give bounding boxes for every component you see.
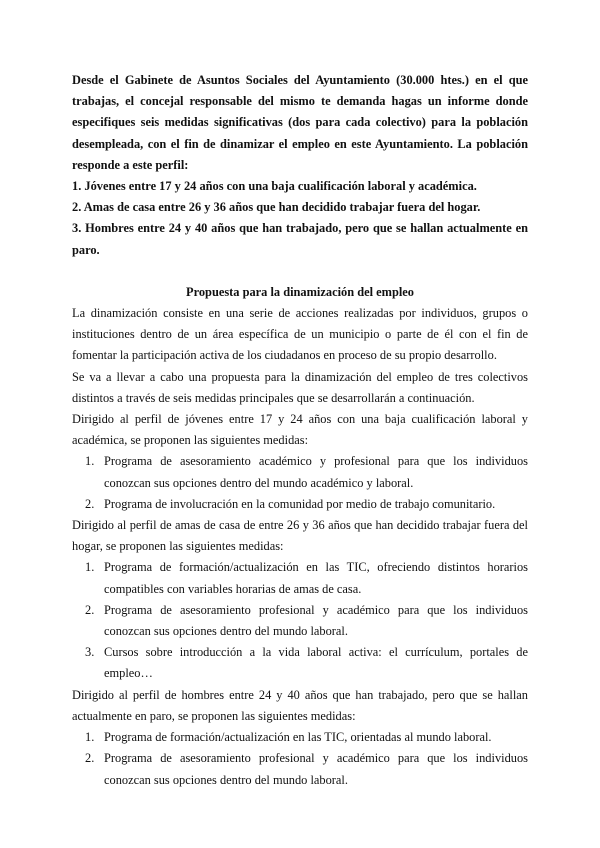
list-item xyxy=(72,600,528,642)
assignment-statement xyxy=(72,70,528,261)
list-item-text: Programa de formación/actualización en las TIC, orientadas al mundo laboral. xyxy=(104,730,492,745)
list-number: 2. xyxy=(85,496,95,511)
list-number: 2. xyxy=(85,602,95,617)
list-number: 1. xyxy=(85,454,95,469)
list-item xyxy=(72,748,528,790)
list-number: 2. xyxy=(85,751,95,766)
group-lead: Dirigido al perfil de amas de casa de entre 26 y 36 años que han decidido trabajar fuera del hogar, se proponen las siguientes medidas: xyxy=(72,518,528,554)
list-item-text: Cursos sobre introducción a la vida laboral activa: el currículum, portales de empleo… xyxy=(104,645,528,681)
list-item-text: Programa de asesoramiento académico y profesional para que los individuos conozcan sus opciones dentro del mundo académico y laboral. xyxy=(104,454,528,490)
list-item-text: Programa de asesoramiento profesional y académico para que los individuos conozcan sus opciones dentro del mundo laboral. xyxy=(104,751,528,787)
list-item xyxy=(72,451,528,493)
list-item xyxy=(72,557,528,599)
overview-paragraph: Se va a llevar a cabo una propuesta para la dinamización del empleo de tres colectivos distintos a través de seis medidas principales que se desarrollarán a continuación. xyxy=(72,369,528,405)
list-number: 3. xyxy=(85,645,95,660)
measures-list xyxy=(72,727,528,791)
definition-paragraph: La dinamización consiste en una serie de acciones realizadas por individuos, grupos o instituciones dentro de un área específica de un municipio o parte de él con el fin de fomentar la participación activa de los ciudadanos en proceso de su propio desarrollo. xyxy=(72,306,528,363)
list-item-text: Programa de formación/actualización en las TIC, ofreciendo distintos horarios compatibles con variables horarias de amas de casa. xyxy=(104,560,528,596)
document-body xyxy=(72,70,528,791)
list-item xyxy=(72,727,528,748)
list-item-text: Programa de involucración en la comunidad por medio de trabajo comunitario. xyxy=(104,496,496,511)
list-number: 1. xyxy=(85,730,95,745)
list-item-text: Programa de asesoramiento profesional y académico para que los individuos conozcan sus opciones dentro del mundo laboral. xyxy=(104,602,528,639)
profile-item: 3. Hombres entre 24 y 40 años que han trabajado, pero que se hallan actualmente en paro. xyxy=(72,221,528,257)
group-lead: Dirigido al perfil de jóvenes entre 17 y 24 años con una baja cualificación laboral y académica, se proponen las siguientes medidas: xyxy=(72,412,528,448)
profile-item: 2. Amas de casa entre 26 y 36 años que han decidido trabajar fuera del hogar. xyxy=(72,200,481,215)
measures-list xyxy=(72,451,528,515)
list-item xyxy=(72,642,528,684)
assignment-text: Desde el Gabinete de Asuntos Sociales del Ayuntamiento (30.000 htes.) en el que trabajas, el concejal responsable del mismo te demanda hagas un informe donde especifiques seis medidas significativas (dos para cada colectivo) para la población desempleada, con el fin de dinamizar el empleo en este Ayuntamiento. La población responde a este perfil: xyxy=(72,73,528,172)
measures-list xyxy=(72,557,528,684)
list-number: 1. xyxy=(85,560,95,575)
list-item xyxy=(72,494,528,515)
section-title: Propuesta para la dinamización del empleo xyxy=(186,284,414,299)
profile-item: 1. Jóvenes entre 17 y 24 años con una baja cualificación laboral y académica. xyxy=(72,179,477,194)
group-lead: Dirigido al perfil de hombres entre 24 y 40 años que han trabajado, pero que se hallan actualmente en paro, se proponen las siguientes medidas: xyxy=(72,687,528,723)
